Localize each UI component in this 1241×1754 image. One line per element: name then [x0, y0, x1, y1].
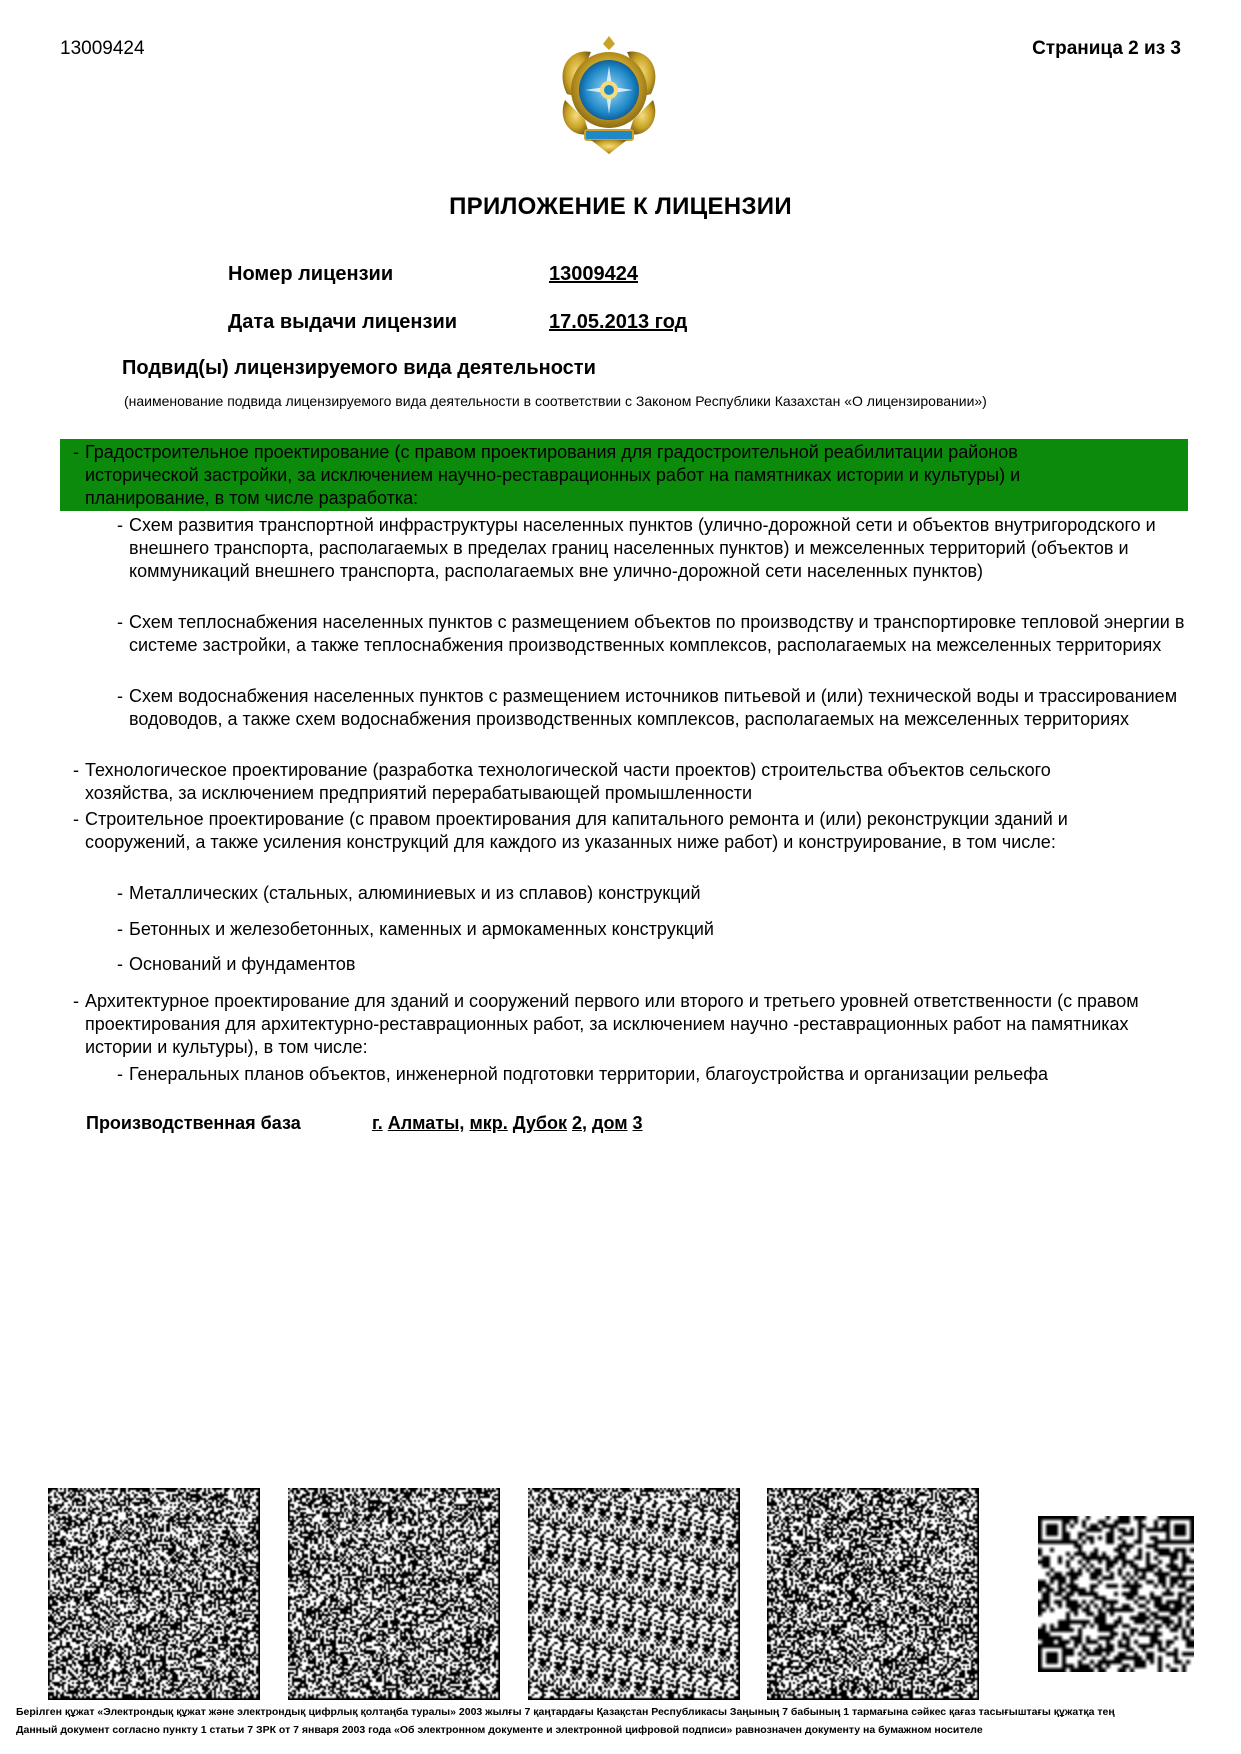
footer-line-ru: Данный документ согласно пункту 1 статьи 7 ЗРК от 7 января 2003 года «Об электронном документе и электронной цифровой подписи» равнозначен документу на бумажном носителе	[16, 1724, 983, 1736]
list-dash: -	[117, 1064, 123, 1084]
list-item-text: Схем развития транспортной инфраструктуры населенных пунктов (улично-дорожной сети и объектов внутригородского и внешнего транспорта, располагаемых в пределах границ населенных пунктов) и межселенных территорий (объектов и коммуникаций внешнего транспорта, располагаемых вне улично-дорожной сети населенных пунктов)	[129, 515, 1156, 581]
barcode-icon	[528, 1488, 740, 1700]
subtypes-note: (наименование подвида лицензируемого вида деятельности в соответствии с Законом Республики Казахстан «О лицензировании»)	[124, 393, 987, 409]
list-dash: -	[117, 919, 123, 939]
list-item-text: Технологическое проектирование (разработка технологической части проектов) строительства объектов сельского хозяйства, за исключением предприятий перерабатывающей промышленности	[85, 760, 1051, 803]
address-part: Дубок	[512, 1113, 567, 1133]
list-item	[117, 953, 1197, 976]
state-emblem-icon	[545, 30, 673, 158]
license-date-label: Дата выдачи лицензии	[228, 311, 458, 333]
barcode-icon	[48, 1488, 260, 1700]
production-base-label: Производственная база	[86, 1113, 301, 1133]
page-indicator: Страница 2 из 3	[1032, 38, 1181, 59]
production-base-address	[372, 1113, 643, 1134]
list-item	[117, 1063, 1217, 1086]
list-item-text: Генеральных планов объектов, инженерной подготовки территории, благоустройства и организации рельефа	[129, 1064, 1049, 1084]
list-dash: -	[117, 883, 123, 903]
license-date-value: 17.05.2013 год	[549, 311, 688, 333]
license-number-value: 13009424	[549, 263, 638, 285]
address-part: г.	[372, 1113, 383, 1133]
list-item	[117, 685, 1207, 731]
list-dash: -	[73, 809, 79, 829]
list-item-text: Металлических (стальных, алюминиевых и из сплавов) конструкций	[129, 883, 701, 903]
list-item	[117, 514, 1207, 583]
address-part: мкр.	[469, 1113, 508, 1133]
license-number-label: Номер лицензии	[228, 263, 394, 285]
list-dash: -	[73, 760, 79, 780]
address-part: 3	[632, 1113, 643, 1133]
address-part: дом	[592, 1113, 628, 1133]
list-item-text: Бетонных и железобетонных, каменных и армокаменных конструкций	[129, 919, 714, 939]
list-item	[117, 882, 1197, 905]
subtypes-heading: Подвид(ы) лицензируемого вида деятельности	[122, 357, 596, 379]
footer-line-kz: Берілген құжат «Электрондық құжат және электрондық цифрлық қолтаңба туралы» 2003 жылғы 7 қаңтардағы Қазақстан Республикасы Заңының 7 бабының 1 тармағына сәйкес қағаз тасығыштағы құжатқа тең	[16, 1706, 1115, 1718]
list-dash: -	[117, 612, 123, 632]
list-item-text: Градостроительное проектирование (с правом проектирования для градостроительной реабилитации районов исторической застройки, за исключением научно-реставрационных работ на памятниках истории и культуры) и планирование, в том числе разработка:	[85, 442, 1021, 508]
list-item-text: Оснований и фундаментов	[129, 954, 356, 974]
document-title: ПРИЛОЖЕНИЕ К ЛИЦЕНЗИИ	[449, 193, 792, 220]
list-item-text: Схем водоснабжения населенных пунктов с размещением источников питьевой и (или) технической воды и трассированием водоводов, а также схем водоснабжения производственных комплексов, располагаемых на межселенных территориях	[129, 686, 1178, 729]
list-item-text: Схем теплоснабжения населенных пунктов с размещением объектов по производству и транспортировке тепловой энергии в системе застройки, а также теплоснабжения производственных комплексов, располагаемых на межселенных территориях	[129, 612, 1185, 655]
list-item	[73, 759, 1093, 805]
document-number: 13009424	[60, 38, 145, 59]
list-item	[73, 441, 1133, 510]
list-dash: -	[73, 442, 79, 462]
barcode-icon	[767, 1488, 979, 1700]
address-part: 2,	[572, 1113, 588, 1133]
barcode-icon	[288, 1488, 500, 1700]
list-item-text: Архитектурное проектирование для зданий и сооружений первого или второго и третьего уровней ответственности (с правом проектирования для архитектурно-реставрационных работ, за исключением научно -реставрационных работ на памятниках истории и культуры), в том числе:	[85, 991, 1139, 1057]
list-dash: -	[117, 954, 123, 974]
list-dash: -	[73, 991, 79, 1011]
list-item	[73, 808, 1173, 854]
list-item	[117, 918, 1197, 941]
list-item	[117, 611, 1207, 657]
list-dash: -	[117, 686, 123, 706]
list-item	[73, 990, 1163, 1059]
list-item-text: Строительное проектирование (с правом проектирования для капитального ремонта и (или) реконструкции зданий и сооружений, а также усиления конструкций для каждого из указанных ниже работ) и конструирование, в том числе:	[85, 809, 1068, 852]
address-part: Алматы,	[387, 1113, 465, 1133]
list-dash: -	[117, 515, 123, 535]
qr-code-icon	[1038, 1516, 1194, 1672]
